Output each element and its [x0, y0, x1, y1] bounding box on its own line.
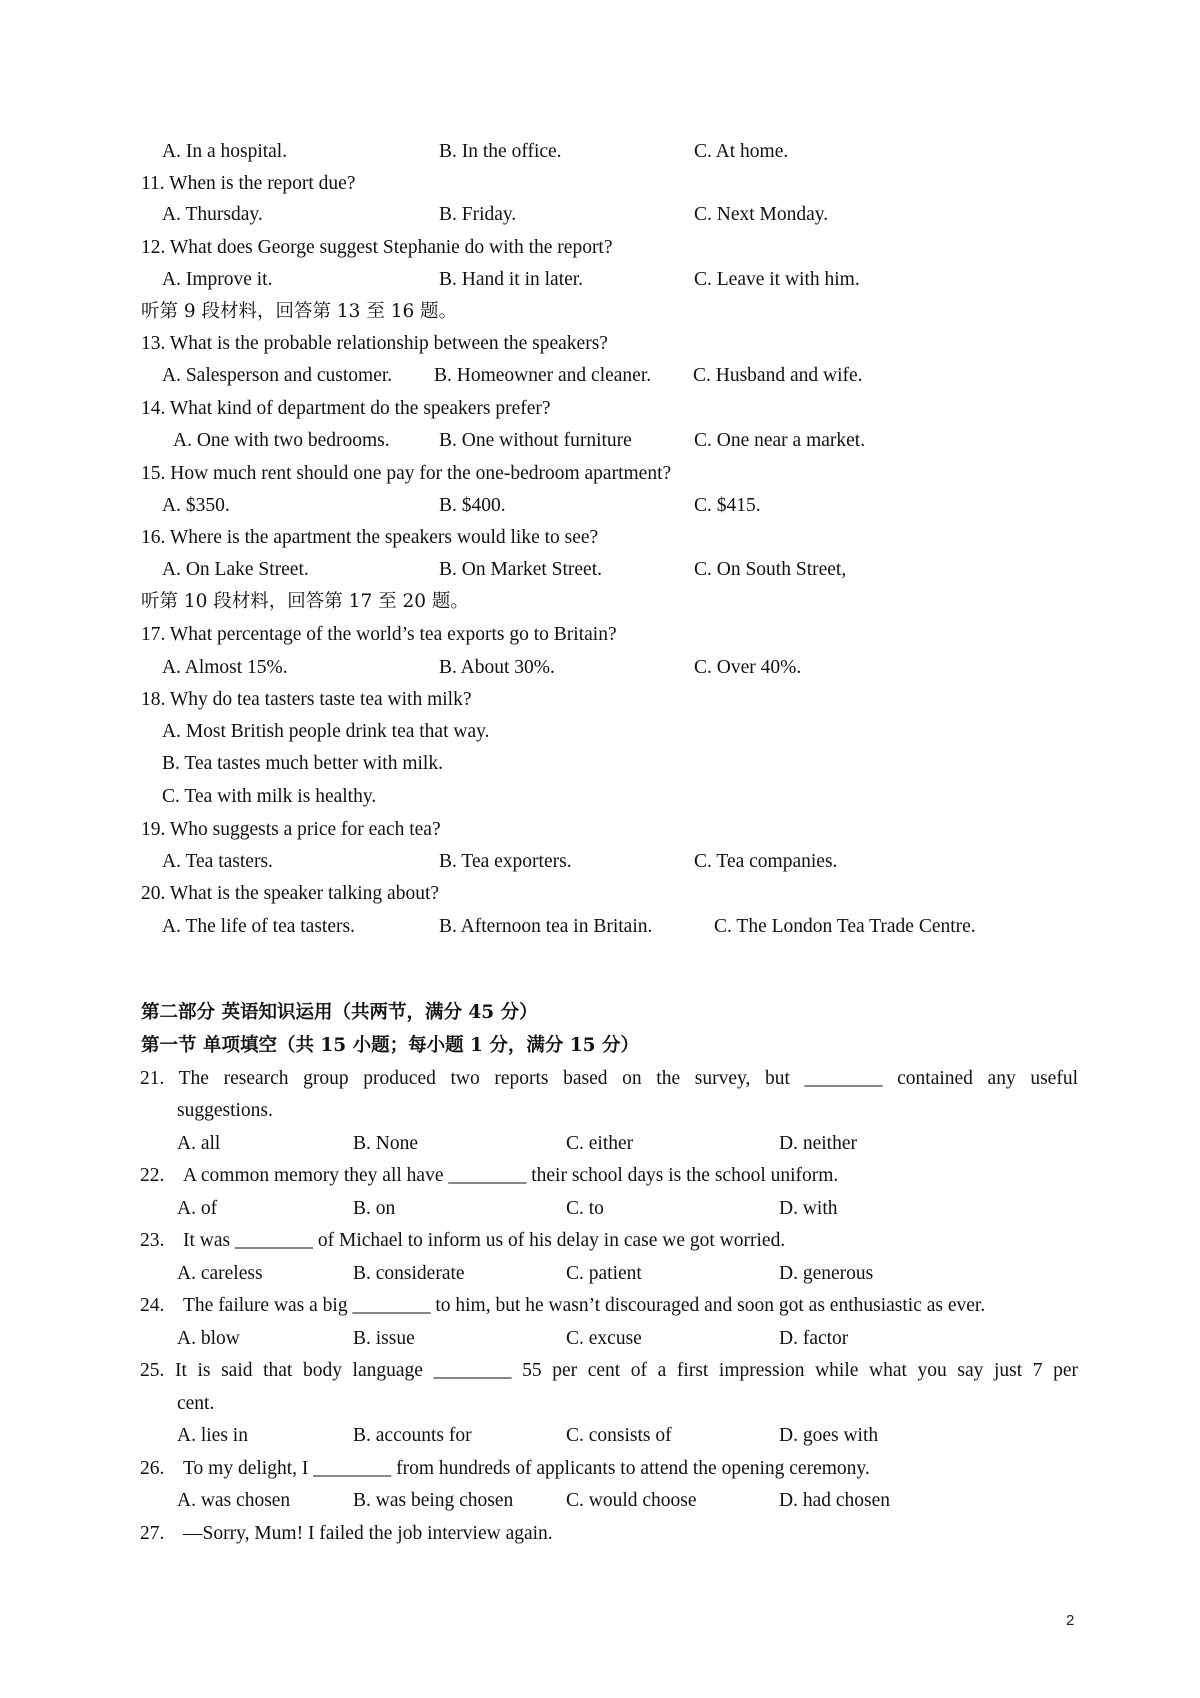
q24-option-b: B. issue — [353, 1328, 415, 1349]
q24-option-c: C. excuse — [566, 1328, 642, 1349]
q13-option-c: C. Husband and wife. — [693, 365, 863, 386]
q21-option-b: B. None — [353, 1133, 418, 1154]
q21-option-a: A. all — [177, 1133, 221, 1154]
q11-option-a: A. Thursday. — [162, 204, 263, 225]
q19-stem: 19. Who suggests a price for each tea? — [141, 819, 441, 840]
q16-option-b: B. On Market Street. — [439, 559, 603, 580]
q22-number: 22. — [140, 1165, 165, 1186]
q21-option-c: C. either — [566, 1133, 634, 1154]
q23-option-c: C. patient — [566, 1263, 642, 1284]
q15-option-c: C. $415. — [694, 495, 761, 516]
section-10-header: 听第 10 段材料，回答第 17 至 20 题。 — [141, 591, 469, 612]
q19-option-b: B. Tea exporters. — [439, 851, 572, 872]
q14-stem: 14. What kind of department do the speakers prefer? — [141, 398, 551, 419]
q22-option-a: A. of — [177, 1198, 218, 1219]
q11-option-c: C. Next Monday. — [694, 204, 829, 225]
q12-stem: 12. What does George suggest Stephanie do with the report? — [141, 237, 613, 258]
q24-stem: The failure was a big ________ to him, but he wasn’t discouraged and soon got as enthusiastic as ever. — [183, 1295, 986, 1316]
q24-option-d: D. factor — [779, 1328, 849, 1349]
q20-option-a: A. The life of tea tasters. — [162, 916, 355, 937]
q12-option-a: A. Improve it. — [162, 269, 273, 290]
q18-option-b: B. Tea tastes much better with milk. — [162, 753, 443, 774]
q13-stem: 13. What is the probable relationship between the speakers? — [141, 333, 608, 354]
q11-option-b: B. Friday. — [439, 204, 517, 225]
q23-option-d: D. generous — [779, 1263, 874, 1284]
q22-option-c: C. to — [566, 1198, 604, 1219]
q27-number: 27. — [140, 1523, 165, 1544]
q25-stem-continuation: cent. — [177, 1393, 215, 1414]
q13-option-a: A. Salesperson and customer. — [162, 365, 393, 386]
q25-option-a: A. lies in — [177, 1425, 248, 1446]
q25-option-b: B. accounts for — [353, 1425, 472, 1446]
q16-option-a: A. On Lake Street. — [162, 559, 309, 580]
q23-option-a: A. careless — [177, 1263, 263, 1284]
q23-stem: It was ________ of Michael to inform us of his delay in case we got worried. — [183, 1230, 786, 1251]
q15-option-a: A. $350. — [162, 495, 230, 516]
q12-option-b: B. Hand it in later. — [439, 269, 584, 290]
q18-stem: 18. Why do tea tasters taste tea with milk? — [141, 689, 472, 710]
q17-stem: 17. What percentage of the world’s tea exports go to Britain? — [141, 624, 617, 645]
q12-option-c: C. Leave it with him. — [694, 269, 860, 290]
q26-option-a: A. was chosen — [177, 1490, 291, 1511]
q17-option-a: A. Almost 15%. — [162, 657, 288, 678]
q18-option-a: A. Most British people drink tea that way. — [162, 721, 490, 742]
part-2-title: 第二部分 英语知识运用（共两节，满分 45 分） — [141, 1002, 538, 1023]
q20-stem: 20. What is the speaker talking about? — [141, 883, 440, 904]
q25-option-c: C. consists of — [566, 1425, 672, 1446]
q17-option-c: C. Over 40%. — [694, 657, 802, 678]
q25-option-d: D. goes with — [779, 1425, 879, 1446]
q14-option-a: A. One with two bedrooms. — [173, 430, 390, 451]
q23-option-b: B. considerate — [353, 1263, 465, 1284]
q16-option-c: C. On South Street, — [694, 559, 847, 580]
q14-option-c: C. One near a market. — [694, 430, 866, 451]
q26-stem: To my delight, I ________ from hundreds of applicants to attend the opening ceremony. — [183, 1458, 870, 1479]
q21-stem-continuation: suggestions. — [177, 1100, 273, 1121]
q26-number: 26. — [140, 1458, 165, 1479]
q21-option-d: D. neither — [779, 1133, 857, 1154]
q16-stem: 16. Where is the apartment the speakers would like to see? — [141, 527, 599, 548]
section-9-header: 听第 9 段材料，回答第 13 至 16 题。 — [141, 301, 458, 322]
q23-number: 23. — [140, 1230, 165, 1251]
q25-stem-line-1: 25. It is said that body language ________ 55 per cent of a first impression while what you say just 7 per — [140, 1360, 1078, 1381]
q22-option-d: D. with — [779, 1198, 838, 1219]
q18-option-c: C. Tea with milk is healthy. — [162, 786, 377, 807]
q24-number: 24. — [140, 1295, 165, 1316]
q26-option-b: B. was being chosen — [353, 1490, 514, 1511]
q10-option-c: C. At home. — [694, 141, 789, 162]
q22-stem: A common memory they all have ________ their school days is the school uniform. — [183, 1165, 839, 1186]
q27-stem: —Sorry, Mum! I failed the job interview again. — [183, 1523, 553, 1544]
q19-option-a: A. Tea tasters. — [162, 851, 273, 872]
q17-option-b: B. About 30%. — [439, 657, 555, 678]
q20-option-b: B. Afternoon tea in Britain. — [439, 916, 653, 937]
q11-stem: 11. When is the report due? — [141, 173, 356, 194]
q24-option-a: A. blow — [177, 1328, 240, 1349]
section-1-title: 第一节 单项填空（共 15 小题；每小题 1 分，满分 15 分） — [141, 1035, 639, 1056]
q20-option-c: C. The London Tea Trade Centre. — [714, 916, 976, 937]
q19-option-c: C. Tea companies. — [694, 851, 838, 872]
q21-stem-line-1: 21. The research group produced two reports based on the survey, but ________ contained any useful — [140, 1068, 1078, 1089]
q26-option-c: C. would choose — [566, 1490, 697, 1511]
page-number: 2 — [1066, 1612, 1075, 1629]
q13-option-b: B. Homeowner and cleaner. — [434, 365, 652, 386]
q10-option-b: B. In the office. — [439, 141, 562, 162]
q15-option-b: B. $400. — [439, 495, 506, 516]
q26-option-d: D. had chosen — [779, 1490, 891, 1511]
q15-stem: 15. How much rent should one pay for the one-bedroom apartment? — [141, 463, 672, 484]
q22-option-b: B. on — [353, 1198, 396, 1219]
q14-option-b: B. One without furniture — [439, 430, 632, 451]
q10-option-a: A. In a hospital. — [162, 141, 288, 162]
